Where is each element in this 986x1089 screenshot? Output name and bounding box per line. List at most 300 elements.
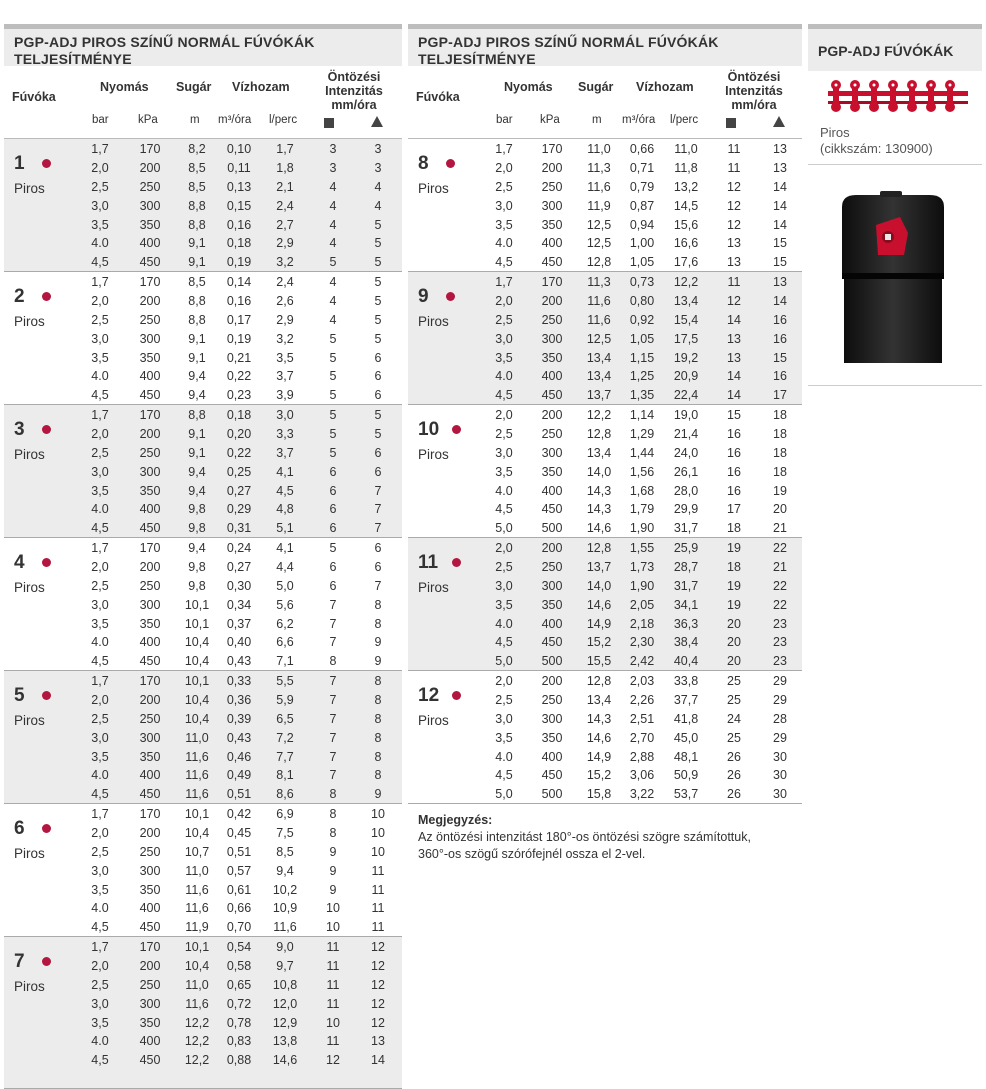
table-cell: 29 bbox=[773, 730, 787, 745]
table-cell: 6,2 bbox=[276, 616, 294, 631]
divider bbox=[808, 164, 982, 165]
table-cell: 3,2 bbox=[276, 255, 294, 270]
table-cell: 250 bbox=[541, 179, 563, 194]
table-row bbox=[4, 919, 402, 938]
table-cell: 2,5 bbox=[495, 312, 513, 327]
table-cell: 11 bbox=[371, 863, 385, 878]
table-cell: 19 bbox=[727, 597, 741, 612]
table-cell: 13 bbox=[727, 331, 741, 346]
table-cell: 200 bbox=[541, 160, 563, 175]
table-cell: 2,88 bbox=[629, 749, 655, 764]
table-cell: 4 bbox=[329, 275, 337, 289]
header-ontozesi bbox=[722, 70, 786, 112]
table-cell: 170 bbox=[139, 940, 161, 954]
table-cell: 2,30 bbox=[629, 635, 655, 650]
table-cell: 500 bbox=[541, 521, 563, 536]
table-cell: 300 bbox=[139, 597, 161, 612]
nozzle-rows bbox=[4, 673, 402, 805]
table-cell: 12 bbox=[371, 977, 385, 992]
table-cell: 3,0 bbox=[91, 331, 109, 346]
table-cell: 1,7 bbox=[495, 142, 513, 156]
nozzle-rows bbox=[408, 540, 802, 672]
table-cell: 11 bbox=[371, 920, 385, 935]
table-cell: 450 bbox=[541, 635, 563, 650]
table-cell: 11,6 bbox=[587, 293, 611, 308]
table-cell: 9,1 bbox=[188, 426, 206, 441]
table-cell: 9,4 bbox=[188, 464, 206, 479]
table-row bbox=[4, 578, 402, 597]
table-cell: 4 bbox=[329, 236, 337, 251]
table-cell: 9,7 bbox=[276, 958, 294, 973]
table-cell: 450 bbox=[541, 255, 563, 270]
table-cell: 14 bbox=[773, 179, 787, 194]
table-cell: 0,58 bbox=[226, 958, 252, 973]
table-cell: 500 bbox=[541, 654, 563, 669]
table-cell: 0,17 bbox=[226, 312, 252, 327]
table-row bbox=[4, 141, 402, 160]
table-cell: 13,2 bbox=[673, 179, 699, 194]
table-cell: 11 bbox=[727, 142, 741, 156]
table-cell: 6,9 bbox=[276, 807, 294, 821]
table-row bbox=[4, 958, 402, 977]
table-cell: 14,0 bbox=[586, 464, 612, 479]
nozzle-rows bbox=[4, 806, 402, 938]
table-cell: 250 bbox=[541, 692, 563, 707]
table-cell: 14 bbox=[773, 198, 787, 213]
header-vizhozam: Vízhozam bbox=[232, 80, 290, 94]
table-cell: 0,18 bbox=[226, 408, 252, 422]
table-cell: 1,68 bbox=[629, 483, 655, 498]
table-cell: 41,8 bbox=[673, 711, 699, 726]
table-cell: 1,14 bbox=[629, 408, 655, 422]
table-cell: 5 bbox=[374, 255, 382, 270]
table-cell: 3,5 bbox=[91, 483, 109, 498]
table-cell: 10,4 bbox=[184, 635, 210, 650]
table-cell: 7,5 bbox=[276, 825, 294, 840]
nozzle-color: Piros bbox=[14, 181, 45, 196]
table-cell: 14,0 bbox=[586, 578, 612, 593]
table-cell: 8,8 bbox=[188, 408, 206, 422]
table-cell: 250 bbox=[139, 578, 161, 593]
table-cell: 1,7 bbox=[91, 807, 109, 821]
nozzle-number: 3 bbox=[14, 419, 25, 440]
triangle-spacing-icon bbox=[773, 116, 785, 127]
table-cell: 38,4 bbox=[673, 635, 699, 650]
table-cell: 4,5 bbox=[91, 787, 109, 802]
table-cell: 13,7 bbox=[586, 559, 612, 574]
table-cell: 13 bbox=[727, 350, 741, 365]
table-cell: 250 bbox=[541, 559, 563, 574]
table-cell: 5 bbox=[374, 426, 382, 441]
table-cell: 14,5 bbox=[673, 198, 699, 213]
table-cell: 0,22 bbox=[226, 445, 252, 460]
table-cell: 10 bbox=[371, 807, 385, 821]
table-cell: 8 bbox=[329, 787, 337, 802]
left-table-title-line2: TELJESÍTMÉNYE bbox=[14, 51, 132, 67]
table-cell: 11,3 bbox=[587, 275, 611, 289]
table-cell: 8 bbox=[374, 730, 382, 745]
table-cell: 12,2 bbox=[184, 1034, 210, 1049]
table-cell: 7,1 bbox=[276, 654, 294, 669]
table-cell: 11 bbox=[371, 901, 385, 916]
table-cell: 4,5 bbox=[91, 388, 109, 403]
table-cell: 350 bbox=[541, 217, 563, 232]
table-cell: 5 bbox=[329, 426, 337, 441]
table-cell: 14,3 bbox=[586, 502, 612, 517]
nozzle-rack-illustration bbox=[808, 71, 982, 119]
table-cell: 2,0 bbox=[91, 958, 109, 973]
table-cell: 13,4 bbox=[586, 692, 612, 707]
table-cell: 4,1 bbox=[276, 464, 294, 479]
table-cell: 4 bbox=[374, 198, 382, 213]
nozzle-color: Piros bbox=[418, 580, 449, 595]
table-row bbox=[408, 445, 802, 464]
table-cell: 31,7 bbox=[673, 521, 699, 536]
table-cell: 1,7 bbox=[91, 940, 109, 954]
table-cell: 2,42 bbox=[629, 654, 655, 669]
table-cell: 9 bbox=[374, 787, 382, 802]
table-cell: 0,16 bbox=[226, 293, 252, 308]
nozzle-group-9 bbox=[408, 272, 802, 405]
table-cell: 12 bbox=[727, 217, 741, 232]
table-cell: 300 bbox=[541, 331, 563, 346]
table-cell: 6 bbox=[374, 388, 382, 403]
table-cell: 12 bbox=[371, 996, 385, 1011]
table-cell: 250 bbox=[139, 844, 161, 859]
table-cell: 300 bbox=[541, 445, 563, 460]
table-cell: 28 bbox=[773, 711, 787, 726]
table-cell: 250 bbox=[541, 426, 563, 441]
table-cell: 18 bbox=[773, 408, 787, 422]
table-cell: 5 bbox=[374, 236, 382, 251]
table-cell: 250 bbox=[541, 312, 563, 327]
table-cell: 8 bbox=[374, 768, 382, 783]
nozzle-number: 4 bbox=[14, 552, 25, 573]
nozzle-rows bbox=[4, 141, 402, 273]
table-cell: 1,7 bbox=[91, 275, 109, 289]
table-cell: 3,0 bbox=[91, 730, 109, 745]
table-cell: 16 bbox=[727, 445, 741, 460]
table-row bbox=[408, 426, 802, 445]
table-row bbox=[4, 160, 402, 179]
table-cell: 48,1 bbox=[673, 749, 699, 764]
table-cell: 3,5 bbox=[91, 616, 109, 631]
table-cell: 6,6 bbox=[276, 635, 294, 650]
table-cell: 6 bbox=[374, 464, 382, 479]
table-cell: 3,9 bbox=[276, 388, 294, 403]
table-cell: 17 bbox=[773, 388, 787, 403]
table-cell: 4,5 bbox=[91, 1053, 109, 1068]
table-cell: 250 bbox=[139, 711, 161, 726]
table-row bbox=[4, 730, 402, 749]
table-cell: 3 bbox=[374, 142, 382, 156]
table-cell: 11,6 bbox=[185, 787, 209, 802]
table-cell: 1,7 bbox=[91, 408, 109, 422]
table-cell: 12,8 bbox=[586, 541, 612, 555]
table-cell: 22 bbox=[773, 541, 787, 555]
table-cell: 11 bbox=[371, 882, 385, 897]
table-cell: 2,5 bbox=[91, 844, 109, 859]
table-cell: 11,0 bbox=[587, 142, 611, 156]
table-cell: 15 bbox=[773, 255, 787, 270]
table-cell: 170 bbox=[139, 674, 161, 688]
table-cell: 9,1 bbox=[188, 350, 206, 365]
table-cell: 0,11 bbox=[227, 160, 251, 175]
nozzle-group-3 bbox=[4, 405, 402, 538]
nozzle-color: Piros bbox=[418, 181, 449, 196]
nozzle-number: 11 bbox=[418, 552, 439, 573]
table-cell: 25,9 bbox=[673, 541, 699, 555]
table-cell: 40,4 bbox=[673, 654, 699, 669]
table-cell: 9,8 bbox=[188, 502, 206, 517]
table-cell: 170 bbox=[139, 807, 161, 821]
table-row bbox=[408, 786, 802, 805]
nozzle-group-10 bbox=[408, 405, 802, 538]
table-row bbox=[408, 293, 802, 312]
table-cell: 0,80 bbox=[629, 293, 655, 308]
table-cell: 1,29 bbox=[629, 426, 655, 441]
table-row bbox=[4, 900, 402, 919]
table-row bbox=[408, 160, 802, 179]
table-cell: 11,0 bbox=[185, 863, 209, 878]
table-cell: 1,7 bbox=[276, 142, 294, 156]
nozzle-number: 9 bbox=[418, 286, 429, 307]
table-cell: 19 bbox=[727, 578, 741, 593]
table-cell: 7 bbox=[329, 711, 337, 726]
table-cell: 450 bbox=[541, 388, 563, 403]
table-row bbox=[408, 616, 802, 635]
table-cell: 11 bbox=[727, 160, 741, 175]
table-cell: 16,6 bbox=[673, 236, 699, 251]
table-row bbox=[408, 673, 802, 692]
nozzle-color: Piros bbox=[14, 713, 45, 728]
table-cell: 8 bbox=[329, 807, 337, 821]
table-cell: 12,0 bbox=[272, 996, 298, 1011]
table-cell: 4 bbox=[329, 179, 337, 194]
table-row bbox=[4, 559, 402, 578]
table-cell: 8,6 bbox=[276, 787, 294, 802]
table-cell: 1,35 bbox=[629, 388, 655, 403]
table-cell: 300 bbox=[541, 711, 563, 726]
table-cell: 53,7 bbox=[673, 787, 699, 802]
table-cell: 2,0 bbox=[91, 160, 109, 175]
table-cell: 4.0 bbox=[91, 236, 109, 251]
table-cell: 450 bbox=[541, 502, 563, 517]
table-cell: 5 bbox=[329, 331, 337, 346]
nozzle-rows bbox=[4, 540, 402, 672]
table-cell: 13,7 bbox=[586, 388, 612, 403]
middle-table-header bbox=[408, 66, 802, 139]
table-cell: 13,4 bbox=[586, 369, 612, 384]
table-cell: 5 bbox=[374, 275, 382, 289]
table-cell: 5,0 bbox=[495, 521, 513, 536]
nozzle-number: 8 bbox=[418, 153, 429, 174]
note-line1: Az öntözési intenzitást 180°-os öntözési szögre számítottuk, bbox=[418, 830, 751, 844]
middle-table-title-line1: PGP-ADJ PIROS SZÍNŰ NORMÁL FÚVÓKÁK bbox=[418, 34, 719, 50]
table-row bbox=[4, 863, 402, 882]
table-row bbox=[408, 407, 802, 426]
table-cell: 1,00 bbox=[629, 236, 655, 251]
table-cell: 13,4 bbox=[673, 293, 699, 308]
nozzle-color: Piros bbox=[14, 447, 45, 462]
table-row bbox=[408, 483, 802, 502]
table-cell: 2,5 bbox=[495, 426, 513, 441]
table-cell: 10 bbox=[371, 844, 385, 859]
table-cell: 7 bbox=[374, 521, 382, 536]
table-cell: 5,0 bbox=[495, 787, 513, 802]
table-cell: 0,31 bbox=[226, 521, 252, 536]
table-cell: 3,5 bbox=[91, 217, 109, 232]
table-cell: 15 bbox=[727, 408, 741, 422]
table-cell: 13 bbox=[773, 142, 787, 156]
table-cell: 15,6 bbox=[673, 217, 699, 232]
table-row bbox=[4, 426, 402, 445]
table-row bbox=[4, 407, 402, 426]
table-row bbox=[4, 350, 402, 369]
table-cell: 5,9 bbox=[276, 692, 294, 707]
table-cell: 9 bbox=[374, 654, 382, 669]
table-cell: 4.0 bbox=[91, 369, 109, 384]
table-cell: 19 bbox=[727, 541, 741, 555]
table-cell: 14,6 bbox=[586, 597, 612, 612]
nozzle-rows bbox=[408, 407, 802, 539]
table-cell: 4,5 bbox=[495, 388, 513, 403]
table-cell: 13,4 bbox=[586, 445, 612, 460]
table-cell: 2,5 bbox=[495, 559, 513, 574]
table-cell: 14,6 bbox=[586, 730, 612, 745]
table-cell: 350 bbox=[139, 749, 161, 764]
table-cell: 9 bbox=[329, 882, 337, 897]
table-row bbox=[408, 141, 802, 160]
table-cell: 11,6 bbox=[185, 882, 209, 897]
table-cell: 0,43 bbox=[226, 654, 252, 669]
table-cell: 4 bbox=[329, 293, 337, 308]
table-cell: 3,5 bbox=[495, 597, 513, 612]
table-cell: 16 bbox=[727, 464, 741, 479]
table-cell: 300 bbox=[139, 198, 161, 213]
table-cell: 7 bbox=[329, 597, 337, 612]
header-fuvoka: Fúvóka bbox=[12, 90, 56, 104]
table-cell: 10,4 bbox=[184, 711, 210, 726]
table-cell: 0,22 bbox=[226, 369, 252, 384]
table-cell: 300 bbox=[541, 578, 563, 593]
table-row bbox=[408, 711, 802, 730]
table-cell: 2,5 bbox=[91, 578, 109, 593]
table-cell: 16 bbox=[773, 312, 787, 327]
table-row bbox=[4, 254, 402, 273]
table-cell: 1,55 bbox=[629, 541, 655, 555]
table-cell: 13 bbox=[371, 1034, 385, 1049]
table-row bbox=[4, 293, 402, 312]
nozzle-color: Piros bbox=[14, 979, 45, 994]
table-cell: 3,5 bbox=[276, 350, 294, 365]
table-row bbox=[408, 692, 802, 711]
table-cell: 8 bbox=[374, 616, 382, 631]
table-cell: 11 bbox=[326, 958, 340, 973]
unit-m: m bbox=[190, 114, 200, 126]
table-cell: 28,7 bbox=[673, 559, 699, 574]
table-cell: 6 bbox=[374, 559, 382, 574]
table-cell: 26 bbox=[727, 768, 741, 783]
table-cell: 0,79 bbox=[629, 179, 655, 194]
table-cell: 8 bbox=[374, 711, 382, 726]
table-cell: 7 bbox=[329, 616, 337, 631]
table-cell: 0,18 bbox=[226, 236, 252, 251]
table-row bbox=[408, 559, 802, 578]
nozzle-color: Piros bbox=[14, 846, 45, 861]
table-cell: 2,0 bbox=[91, 692, 109, 707]
table-cell: 12,8 bbox=[586, 674, 612, 688]
table-cell: 8,5 bbox=[188, 179, 206, 194]
table-row bbox=[408, 179, 802, 198]
table-cell: 11,0 bbox=[674, 142, 698, 156]
table-cell: 1,7 bbox=[91, 541, 109, 555]
table-cell: 45,0 bbox=[673, 730, 699, 745]
table-cell: 1,90 bbox=[629, 521, 655, 536]
table-cell: 4,5 bbox=[495, 768, 513, 783]
table-row bbox=[408, 767, 802, 786]
unit-kpa: kPa bbox=[138, 114, 158, 126]
table-row bbox=[4, 179, 402, 198]
nozzle-rows bbox=[408, 141, 802, 273]
table-cell: 5,6 bbox=[276, 597, 294, 612]
table-cell: 6 bbox=[374, 350, 382, 365]
table-row bbox=[4, 331, 402, 350]
table-cell: 400 bbox=[139, 635, 161, 650]
table-cell: 7 bbox=[329, 692, 337, 707]
table-row bbox=[4, 711, 402, 730]
table-cell: 2,9 bbox=[276, 312, 294, 327]
nozzle-group-1 bbox=[4, 139, 402, 272]
table-cell: 2,05 bbox=[629, 597, 655, 612]
table-cell: 2,70 bbox=[629, 730, 655, 745]
header-fuvoka: Fúvóka bbox=[416, 90, 460, 104]
table-cell: 8 bbox=[374, 597, 382, 612]
table-cell: 11,6 bbox=[587, 179, 611, 194]
table-cell: 11,6 bbox=[185, 768, 209, 783]
table-row bbox=[408, 501, 802, 520]
table-cell: 4,5 bbox=[91, 654, 109, 669]
table-cell: 0,37 bbox=[226, 616, 252, 631]
table-cell: 200 bbox=[139, 692, 161, 707]
table-cell: 2,5 bbox=[91, 445, 109, 460]
table-cell: 6 bbox=[329, 502, 337, 517]
table-cell: 300 bbox=[139, 331, 161, 346]
table-cell: 8,8 bbox=[188, 198, 206, 213]
table-row bbox=[408, 464, 802, 483]
table-cell: 0,10 bbox=[226, 142, 252, 156]
table-cell: 250 bbox=[139, 312, 161, 327]
table-row bbox=[4, 312, 402, 331]
sprinkler-head-illustration bbox=[808, 189, 982, 363]
table-row bbox=[4, 616, 402, 635]
table-cell: 13 bbox=[727, 255, 741, 270]
table-cell: 15,4 bbox=[673, 312, 699, 327]
table-cell: 12,2 bbox=[184, 1015, 210, 1030]
table-cell: 12,2 bbox=[586, 408, 612, 422]
table-cell: 1,8 bbox=[276, 160, 294, 175]
table-cell: 16 bbox=[773, 331, 787, 346]
table-cell: 0,66 bbox=[629, 142, 655, 156]
table-cell: 170 bbox=[541, 142, 563, 156]
table-cell: 17,6 bbox=[673, 255, 699, 270]
header-nyomas: Nyomás bbox=[100, 80, 149, 94]
table-cell: 350 bbox=[541, 730, 563, 745]
table-cell: 7 bbox=[329, 635, 337, 650]
table-cell: 29 bbox=[773, 692, 787, 707]
table-cell: 200 bbox=[139, 958, 161, 973]
table-cell: 13 bbox=[773, 160, 787, 175]
